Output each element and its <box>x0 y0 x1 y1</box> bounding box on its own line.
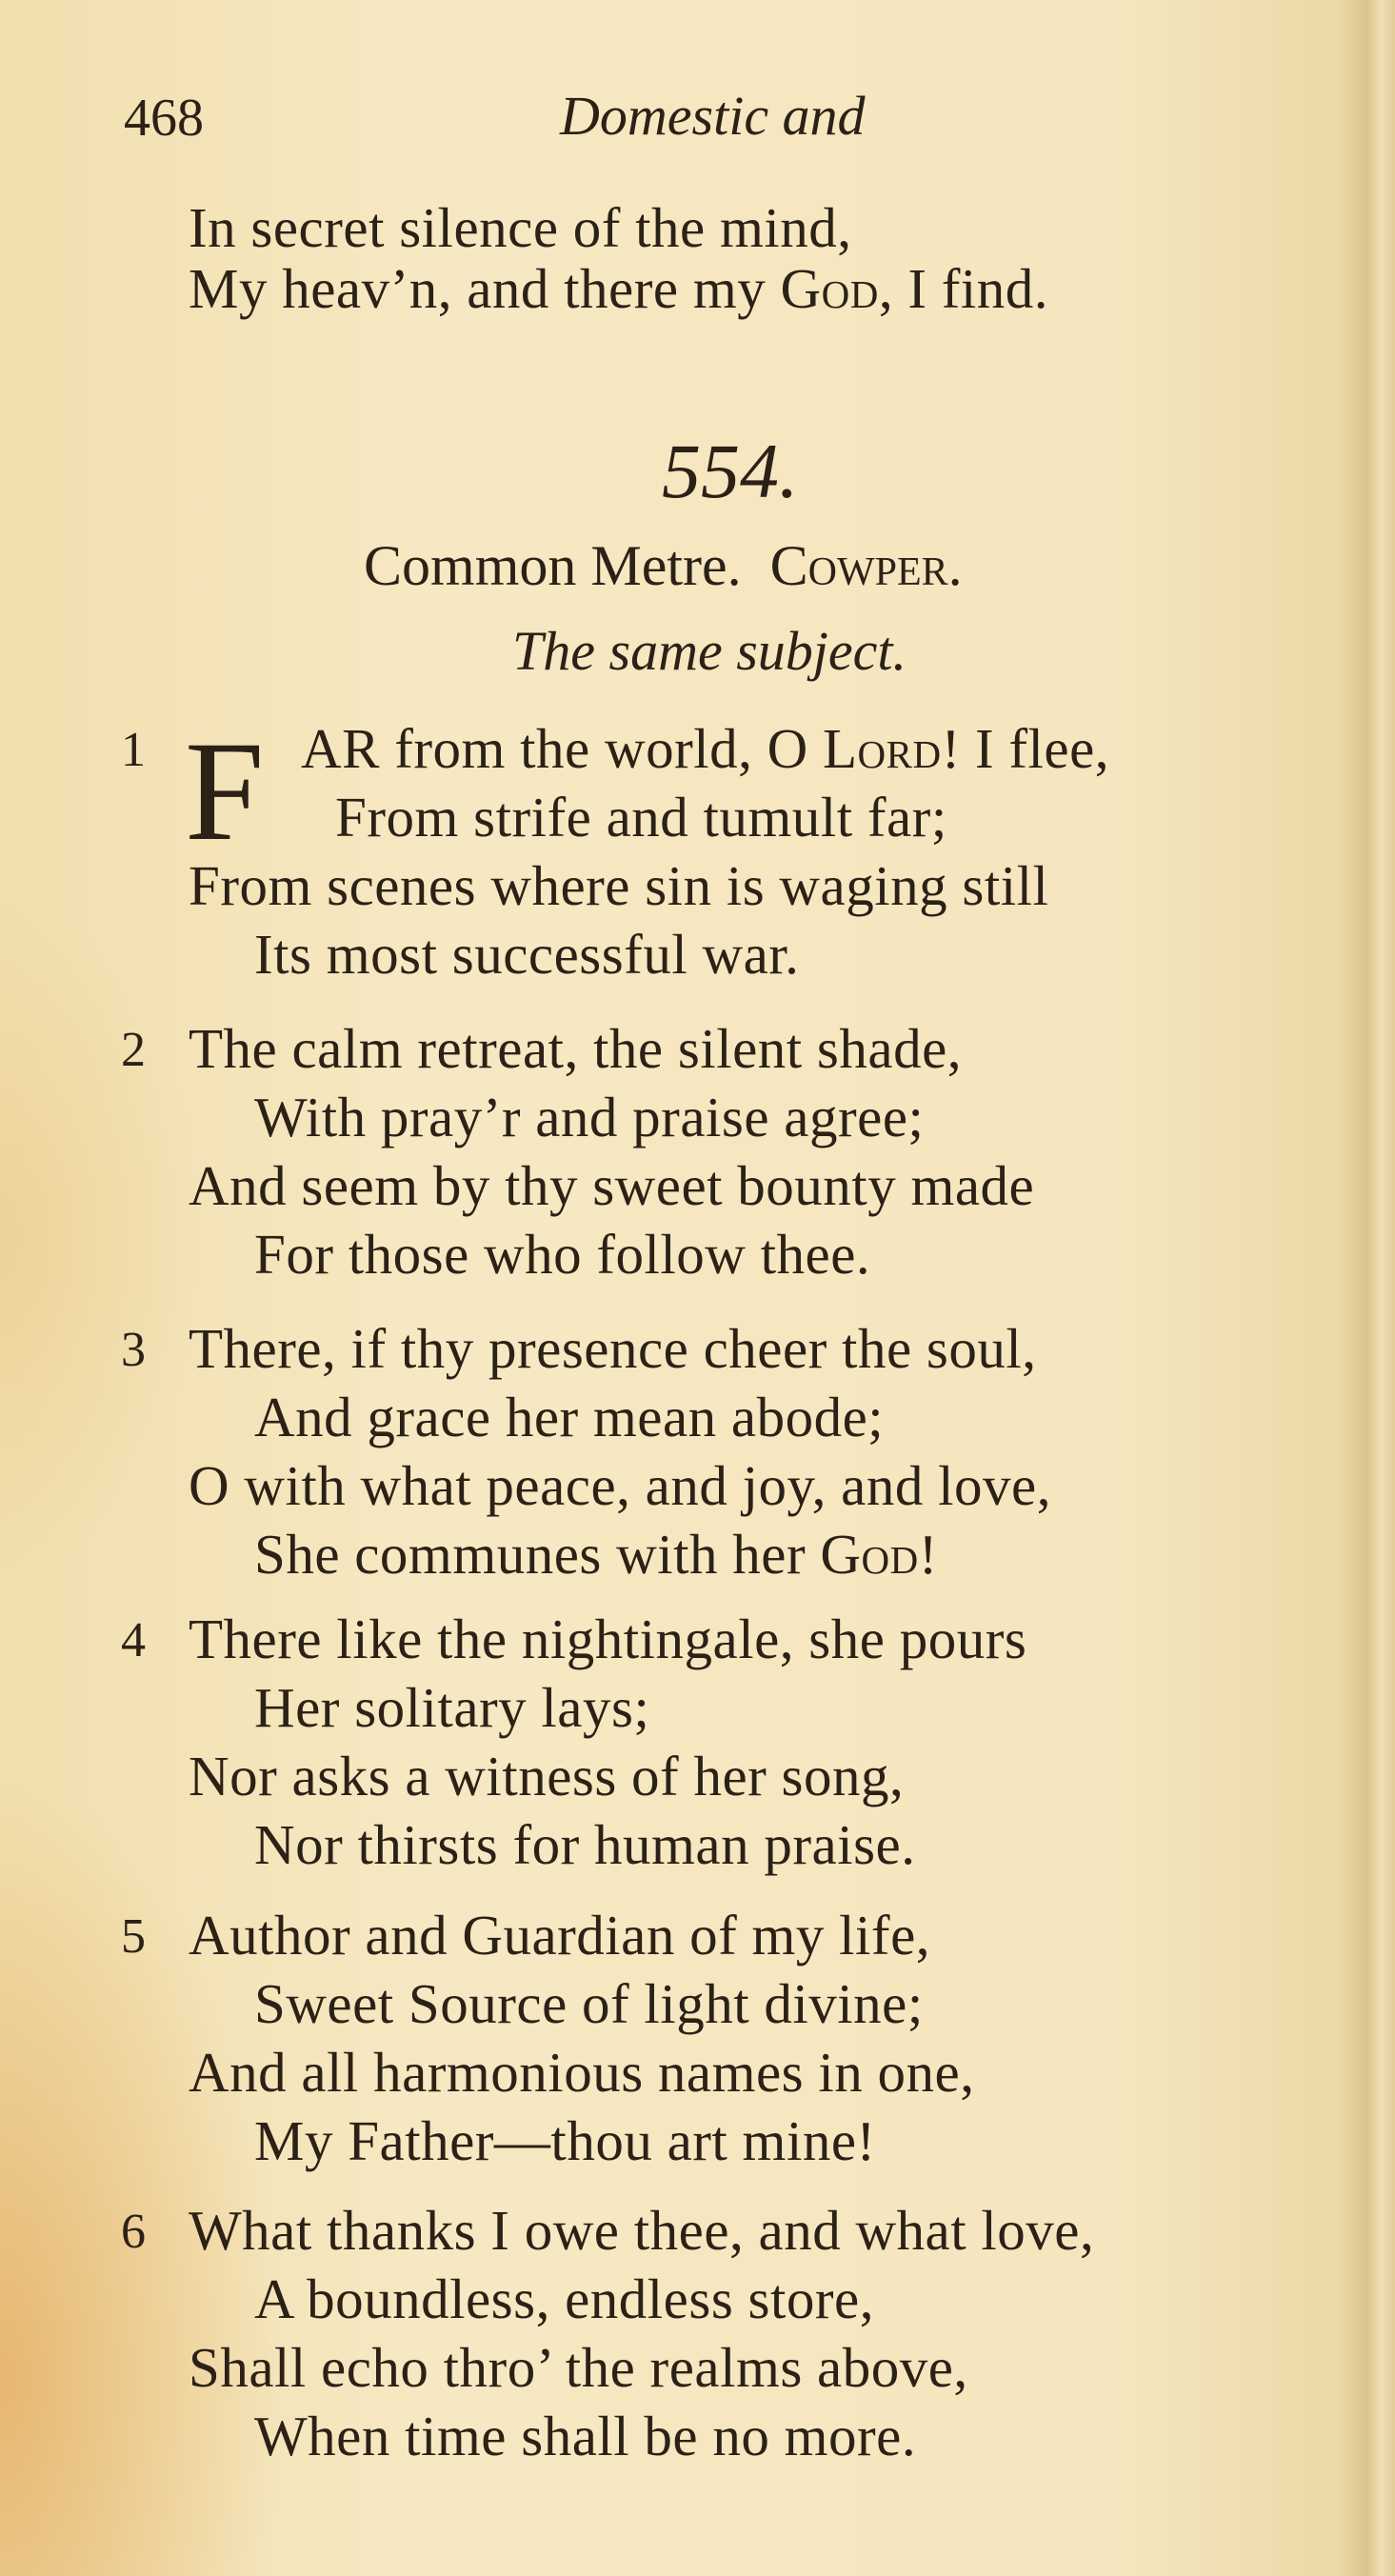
line-text: My heav’n, and there my <box>189 257 781 320</box>
hymn-metre-line <box>364 533 963 599</box>
verse-line <box>254 1385 884 1450</box>
verse-line <box>189 195 852 261</box>
hymn-number: 554. <box>662 428 799 514</box>
verse-line <box>254 1522 938 1588</box>
verse-line <box>335 785 947 850</box>
drop-cap: F <box>185 712 265 870</box>
line-text: She communes with her <box>254 1523 821 1586</box>
line-text: , I find. <box>878 257 1048 320</box>
verse-line <box>254 922 799 988</box>
line-text: And seem by thy sweet bounty made <box>189 1154 1035 1217</box>
line-text: There like the nightingale, she pours <box>189 1608 1027 1670</box>
line-text: O with what peace, and joy, and love, <box>189 1454 1051 1517</box>
verse-line <box>189 1016 962 1082</box>
verse-line <box>254 1971 924 2037</box>
line-text: Her solitary lays; <box>254 1676 650 1739</box>
verse-line <box>189 1453 1051 1519</box>
verse-number: 2 <box>121 1023 146 1077</box>
verse-line <box>301 716 1109 782</box>
line-text: ! I flee, <box>941 717 1110 780</box>
running-head: Domestic and <box>560 85 866 147</box>
line-text: For those who follow thee. <box>254 1223 871 1286</box>
verse-number: 1 <box>121 723 146 777</box>
verse-line <box>254 1222 870 1288</box>
line-text: Nor thirsts for human praise. <box>254 1813 916 1876</box>
line-text: Author and Guardian of my life, <box>189 1904 931 1967</box>
verse-line <box>189 1744 904 1809</box>
page-number: 468 <box>124 89 204 148</box>
line-text: With pray’r and praise agree; <box>254 1086 925 1148</box>
verse-line <box>189 1607 1026 1672</box>
small-caps-word: God <box>820 1523 919 1586</box>
verse-line <box>254 2108 876 2174</box>
line-text: What thanks I owe thee, and what love, <box>189 2199 1095 2262</box>
line-text: And grace her mean abode; <box>254 1386 885 1448</box>
line-text: From scenes where sin is waging still <box>189 854 1049 917</box>
line-text: From strife and tumult far; <box>335 786 947 849</box>
verse-line <box>189 1316 1037 1382</box>
verse-number: 5 <box>121 1909 146 1964</box>
line-text: And all harmonious names in one, <box>189 2041 975 2104</box>
line-text: My Father—thou art mine! <box>254 2109 876 2172</box>
verse-line <box>254 1812 916 1878</box>
author: Cowper. <box>769 534 963 597</box>
line-text: A boundless, endless store, <box>254 2267 874 2330</box>
verse-line <box>189 2198 1094 2264</box>
verse-line <box>189 1903 930 1968</box>
verse-line <box>189 2335 968 2401</box>
verse-line <box>254 2404 916 2469</box>
verse-line <box>189 853 1048 919</box>
verse-line <box>189 2040 974 2106</box>
line-text: Sweet Source of light divine; <box>254 1972 924 2035</box>
hymn-subject: The same subject. <box>512 620 907 682</box>
line-text: Its most successful war. <box>254 923 800 986</box>
verse-line <box>254 2266 874 2332</box>
line-text: Nor asks a witness of her song, <box>189 1745 905 1807</box>
verse-number: 3 <box>121 1323 146 1377</box>
line-text: There, if thy presence cheer the soul, <box>189 1317 1037 1380</box>
small-caps-word: Lord <box>822 717 942 780</box>
metre: Common Metre. <box>364 534 742 597</box>
verse-line <box>254 1085 924 1150</box>
verse-line <box>189 1153 1034 1219</box>
verse-line <box>189 256 1048 322</box>
line-text: In secret silence of the mind, <box>189 196 852 259</box>
line-text: Shall echo thro’ the realms above, <box>189 2336 968 2399</box>
verse-number: 4 <box>121 1613 146 1667</box>
line-text: ! <box>918 1523 938 1586</box>
verse-number: 6 <box>121 2205 146 2259</box>
line-text: AR from the world, O <box>301 717 823 780</box>
line-text: The calm retreat, the silent shade, <box>189 1017 963 1080</box>
line-text: When time shall be no more. <box>254 2405 917 2467</box>
verse-line <box>254 1675 649 1741</box>
small-caps-word: God <box>780 257 879 320</box>
